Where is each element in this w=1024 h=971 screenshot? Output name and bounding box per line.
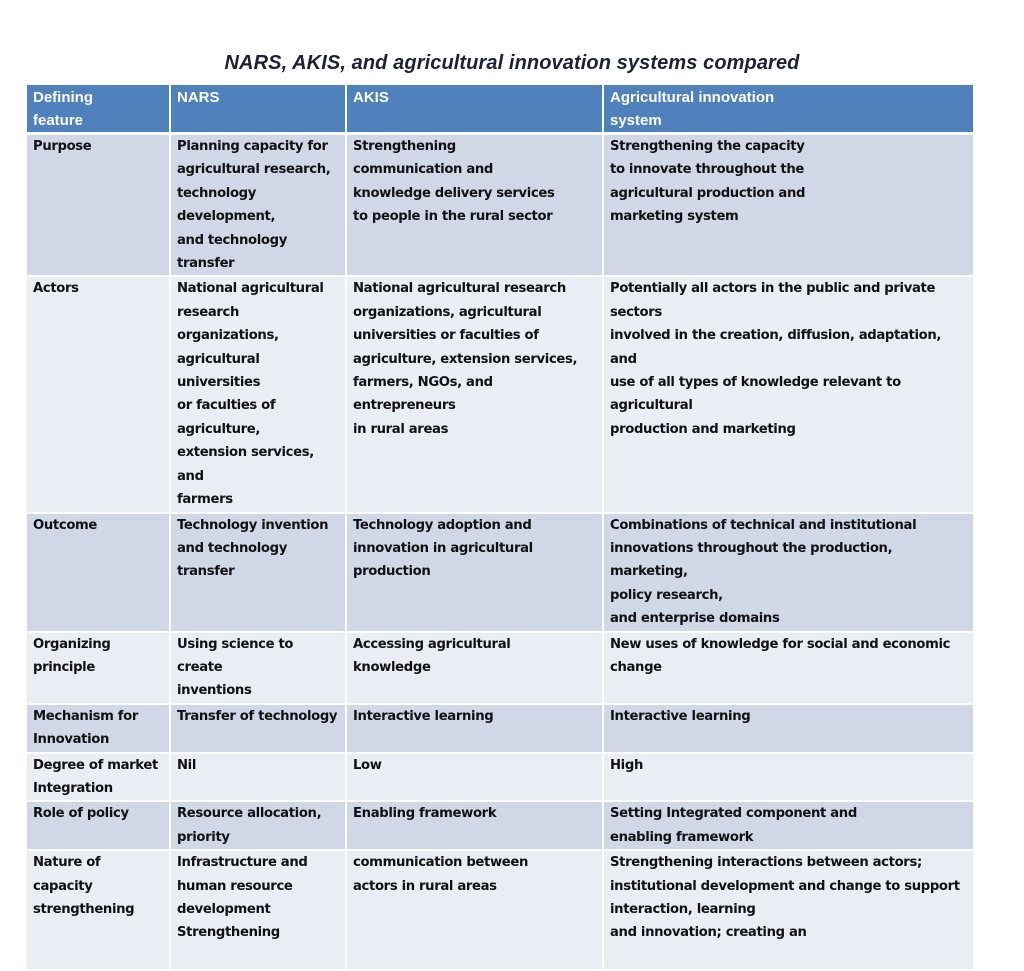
cell-akis: Low	[346, 753, 603, 802]
cell-ais: Strengthening the capacity to innovate throughout the agricultural production and marketing system	[603, 134, 973, 277]
header-akis: AKIS	[346, 85, 603, 134]
cell-feature: Nature of capacity strengthening	[27, 850, 170, 970]
cell-ais: Interactive learning	[603, 704, 973, 753]
table-row-organizing-principle	[27, 632, 973, 704]
table-row-mechanism-for-innovation	[27, 704, 973, 753]
cell-nars: Transfer of technology	[170, 704, 346, 753]
cell-akis: Interactive learning	[346, 704, 603, 753]
cell-feature: Degree of market Integration	[27, 753, 170, 802]
cell-nars: Infrastructure and human resource development Strengthening	[170, 850, 346, 970]
table-row-purpose	[27, 134, 973, 277]
cell-ais: New uses of knowledge for social and economic change	[603, 632, 973, 704]
cell-akis: communication between actors in rural areas	[346, 850, 603, 970]
cell-feature: Purpose	[27, 134, 170, 277]
cell-nars: Nil	[170, 753, 346, 802]
cell-nars: Planning capacity for agricultural research, technology development, and technology transfer	[170, 134, 346, 277]
cell-nars: Using science to create inventions	[170, 632, 346, 704]
cell-feature: Outcome	[27, 513, 170, 632]
cell-akis: Accessing agricultural knowledge	[346, 632, 603, 704]
cell-ais: Combinations of technical and institutional innovations throughout the production, marketing, policy research, and enterprise domains	[603, 513, 973, 632]
table-row-nature-of-capacity-strengthening	[27, 850, 973, 970]
cell-feature: Mechanism for Innovation	[27, 704, 170, 753]
cell-akis: Strengthening communication and knowledge delivery services to people in the rural sector	[346, 134, 603, 277]
cell-feature: Organizing principle	[27, 632, 170, 704]
cell-ais: High	[603, 753, 973, 802]
comparison-table	[27, 85, 973, 971]
cell-akis: Enabling framework	[346, 801, 603, 850]
cell-nars: Technology invention and technology transfer	[170, 513, 346, 632]
cell-akis: Technology adoption and innovation in agricultural production	[346, 513, 603, 632]
cell-nars: National agricultural research organizations, agricultural universities or faculties of agriculture, extension services, and farmers	[170, 276, 346, 512]
table-row-degree-of-market-integration	[27, 753, 973, 802]
table-row-role-of-policy	[27, 801, 973, 850]
table-row-actors	[27, 276, 973, 512]
slide-title: NARS, AKIS, and agricultural innovation systems compared	[224, 52, 800, 74]
header-agricultural-innovation-system: Agricultural innovation system	[603, 85, 973, 134]
cell-feature: Role of policy	[27, 801, 170, 850]
header-row	[27, 85, 973, 134]
cell-akis: National agricultural research organizations, agricultural universities or faculties of agriculture, extension services, farmers, NGOs, and entrepreneurs in rural areas	[346, 276, 603, 512]
header-nars: NARS	[170, 85, 346, 134]
cell-feature: Actors	[27, 276, 170, 512]
cell-ais: Potentially all actors in the public and private sectors involved in the creation, diffusion, adaptation, and use of all types of knowledge relevant to agricultural production and marketing	[603, 276, 973, 512]
cell-ais: Strengthening interactions between actors; institutional development and change to support interaction, learning and innovation; creating an	[603, 850, 973, 970]
cell-nars: Resource allocation, priority	[170, 801, 346, 850]
header-defining-feature: Defining feature	[27, 85, 170, 134]
cell-ais: Setting Integrated component and enabling framework	[603, 801, 973, 850]
table-row-outcome	[27, 513, 973, 632]
